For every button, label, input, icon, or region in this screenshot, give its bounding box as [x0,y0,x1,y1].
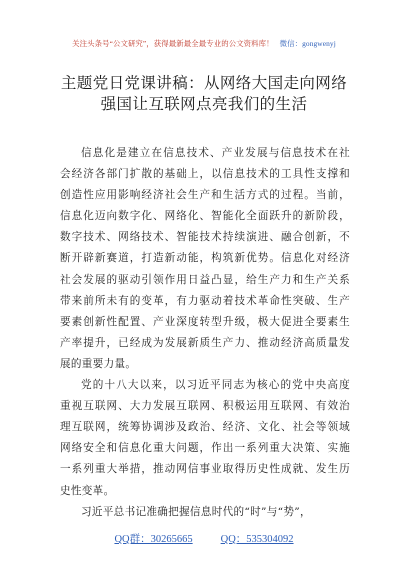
paragraph-line: 断开辟新赛道，打造新动能，构筑新优势。信息化对经济 [60,252,350,265]
paragraph-line: 带来前所未有的变革，有力驱动着技术革命性突破、生产 [60,294,350,307]
footer-qq-link[interactable]: QQ：535304092 [220,534,294,545]
paragraph-line: 史性变革。 [60,484,115,497]
paragraph-line: 创造性应用影响经济社会生产和生活方式的过程。当前， [60,189,350,202]
paragraph-line: 信息化是建立在信息技术、产业发展与信息技术在社 [81,147,350,159]
header-wechat: 微信：gongwenyj [279,39,336,48]
paragraph-line: 会经济各部门扩散的基础上，以信息技术的工具性支撑和 [60,168,350,181]
paragraph-line: 展的重要力量。 [60,357,137,370]
title-line-2: 强国让互联网点亮我们的生活 [100,95,308,113]
paragraph-3 [60,502,350,523]
paragraph-line: 重视互联网、大力发展互联网、积极运用互联网、有效治 [60,400,350,413]
paragraph-line: 数字技术、网络技术、智能技术持续演进、融合创新，不 [60,231,350,244]
footer-qq-group-link[interactable]: QQ群：30265665 [114,534,193,545]
document-body [60,143,350,523]
paragraph-line: 党的十八大以来，以习近平同志为核心的党中央高度 [81,379,350,392]
paragraph-1 [60,143,350,375]
header-notice: 关注头条号“公文研究”，获得最新最全最专业的公文资料库！ [72,39,274,48]
paragraph-line: 一系列重大举措，推动网信事业取得历史性成就、发生历 [60,463,350,476]
title-line-1: 主题党日党课讲稿：从网络大国走向网络 [60,74,348,92]
paragraph-line: 习近平总书记准确把握信息时代的“时”与“势”， [81,505,311,518]
paragraph-line: 要素创新性配置、产业深度转型升级，极大促进全要素生 [60,315,350,328]
paragraph-line: 产率提升，已经成为发展新质生产力、推动经济高质量发 [60,336,350,349]
paragraph-line: 理互联网，统筹协调涉及政治、经济、文化、社会等领域 [60,421,350,434]
footer-contact [0,531,408,546]
paragraph-2 [60,375,350,502]
paragraph-line: 社会发展的驱动引领作用日益凸显，给生产力和生产关系 [60,273,350,286]
document-title [0,73,408,115]
paragraph-line: 信息化迈向数字化、网络化、智能化全面跃升的新阶段， [60,210,350,223]
paragraph-line: 网络安全和信息化重大问题，作出一系列重大决策、实施 [60,442,350,455]
header-banner [0,38,408,49]
